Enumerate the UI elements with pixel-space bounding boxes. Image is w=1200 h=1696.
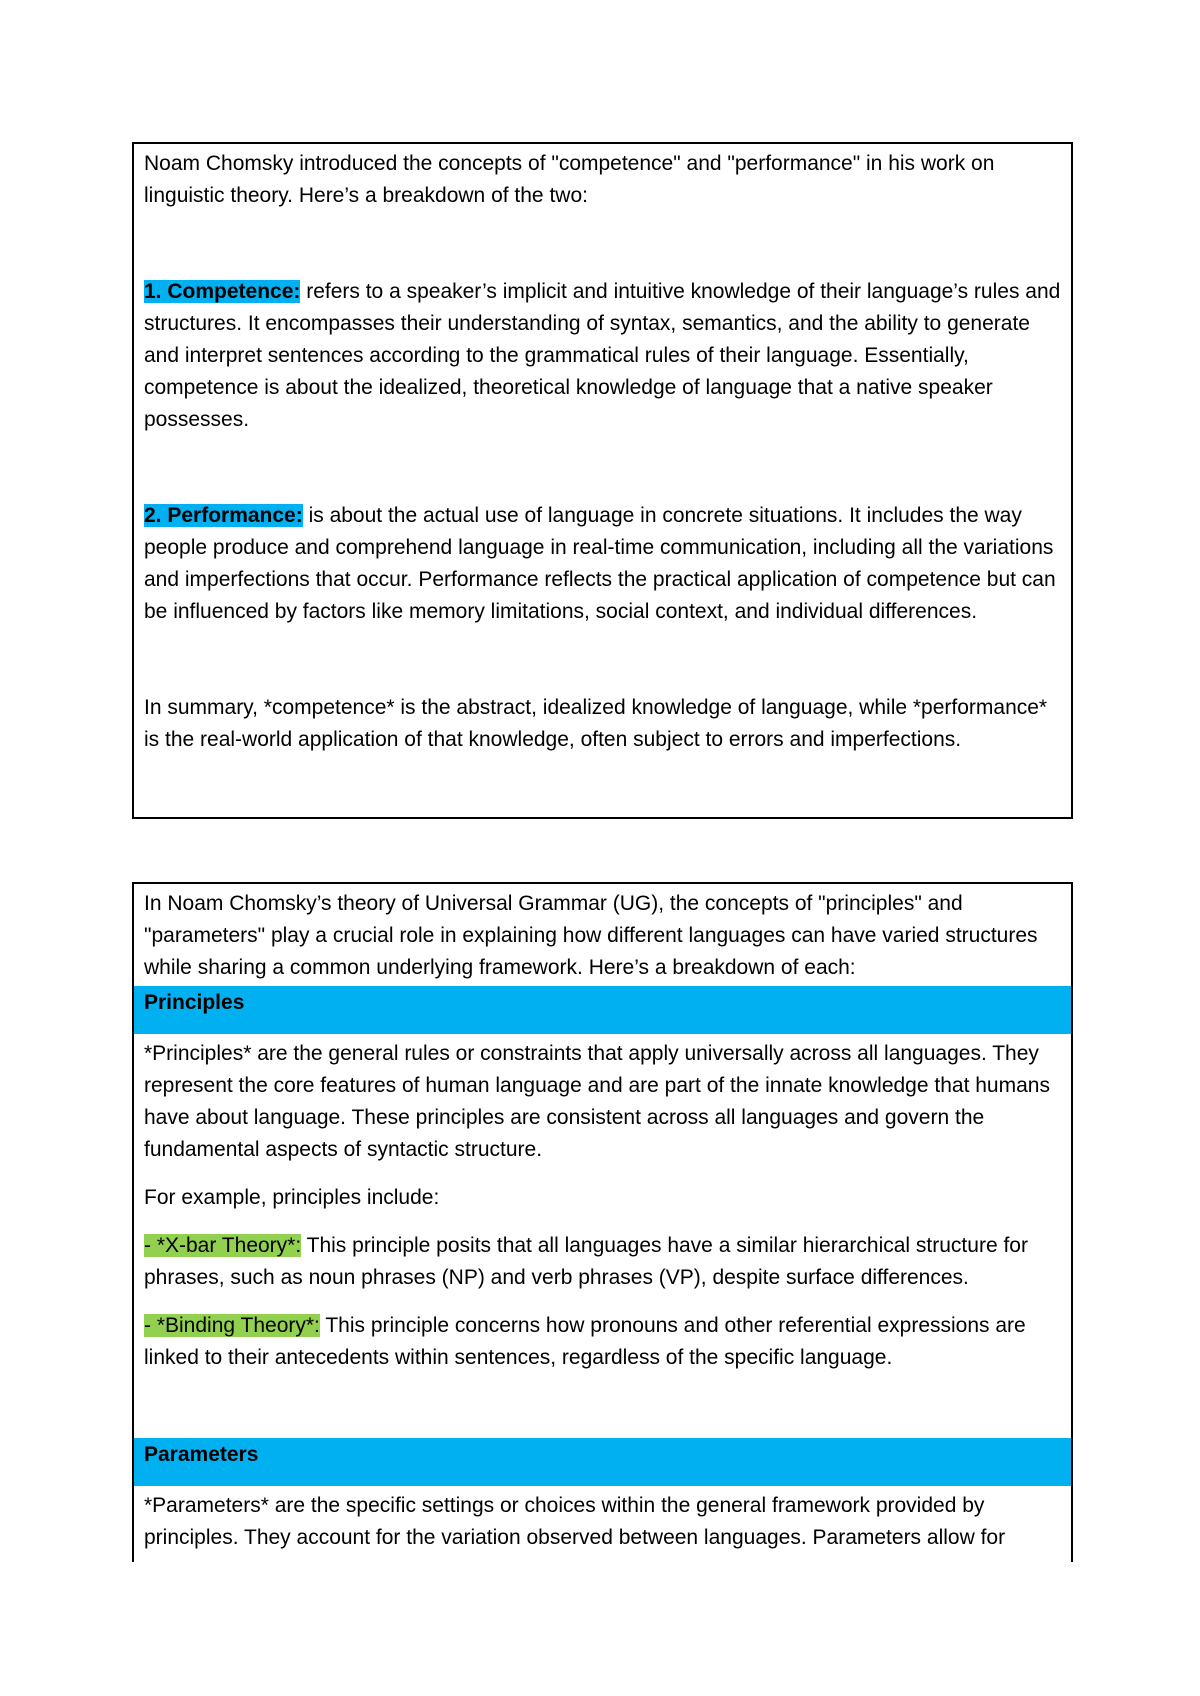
xbar-text: This principle posits that all languages have a similar hierarchical structure for phrases, such as noun phrases (NP) and verb phrases (VP), despite surface differences.	[144, 1234, 1028, 1289]
summary-paragraph: In summary, *competence* is the abstract, idealized knowledge of language, while *performance* is the real-world application of that knowledge, often subject to errors and imperfections.	[144, 696, 1048, 751]
box1-intro: Noam Chomsky introduced the concepts of "competence" and "performance" in his work on linguistic theory. Here’s a breakdown of the two:	[144, 152, 995, 207]
principles-heading: Principles	[134, 986, 1071, 1034]
parameters-heading: Parameters	[134, 1438, 1071, 1486]
performance-text: is about the actual use of language in concrete situations. It includes the way people produce and comprehend language in real-time communication, including all the variations and imperfections that occur. Performance reflects the practical application of competence but can be influenced by factors like memory limitations, social context, and individual differences.	[144, 504, 1056, 623]
binding-label: - *Binding Theory*:	[144, 1314, 320, 1337]
principles-text: *Principles* are the general rules or constraints that apply universally across all languages. They represent the core features of human language and are part of the innate knowledge that humans have about language. These principles are consistent across all languages and govern the fundamental aspects of syntactic structure.	[144, 1042, 1050, 1161]
binding-text: This principle concerns how pronouns and other referential expressions are linked to their antecedents within sentences, regardless of the specific language.	[144, 1314, 1026, 1369]
competence-text: refers to a speaker’s implicit and intuitive knowledge of their language’s rules and structures. It encompasses their understanding of syntax, semantics, and the ability to generate and interpret sentences according to the grammatical rules of their language. Essentially, competence is about the idealized, theoretical knowledge of language that a native speaker possesses.	[144, 280, 1061, 431]
competence-label: 1. Competence:	[144, 280, 301, 303]
binding-paragraph	[144, 1310, 1061, 1374]
example-intro: For example, principles include:	[144, 1186, 440, 1209]
performance-label: 2. Performance:	[144, 504, 303, 527]
box2-intro: In Noam Chomsky’s theory of Universal Grammar (UG), the concepts of "principles" and "parameters" play a crucial role in explaining how different languages can have varied structures while sharing a common underlying framework. Here’s a breakdown of each:	[144, 892, 1038, 979]
competence-performance-box	[132, 142, 1073, 819]
principles-parameters-box	[132, 882, 1073, 1562]
parameters-text: *Parameters* are the specific settings or choices within the general framework provided by principles. They account for the variation observed between languages. Parameters allow for	[144, 1494, 1006, 1549]
performance-paragraph	[144, 500, 1061, 628]
xbar-paragraph	[144, 1230, 1061, 1294]
xbar-label: - *X-bar Theory*:	[144, 1234, 302, 1257]
competence-paragraph	[144, 276, 1061, 436]
